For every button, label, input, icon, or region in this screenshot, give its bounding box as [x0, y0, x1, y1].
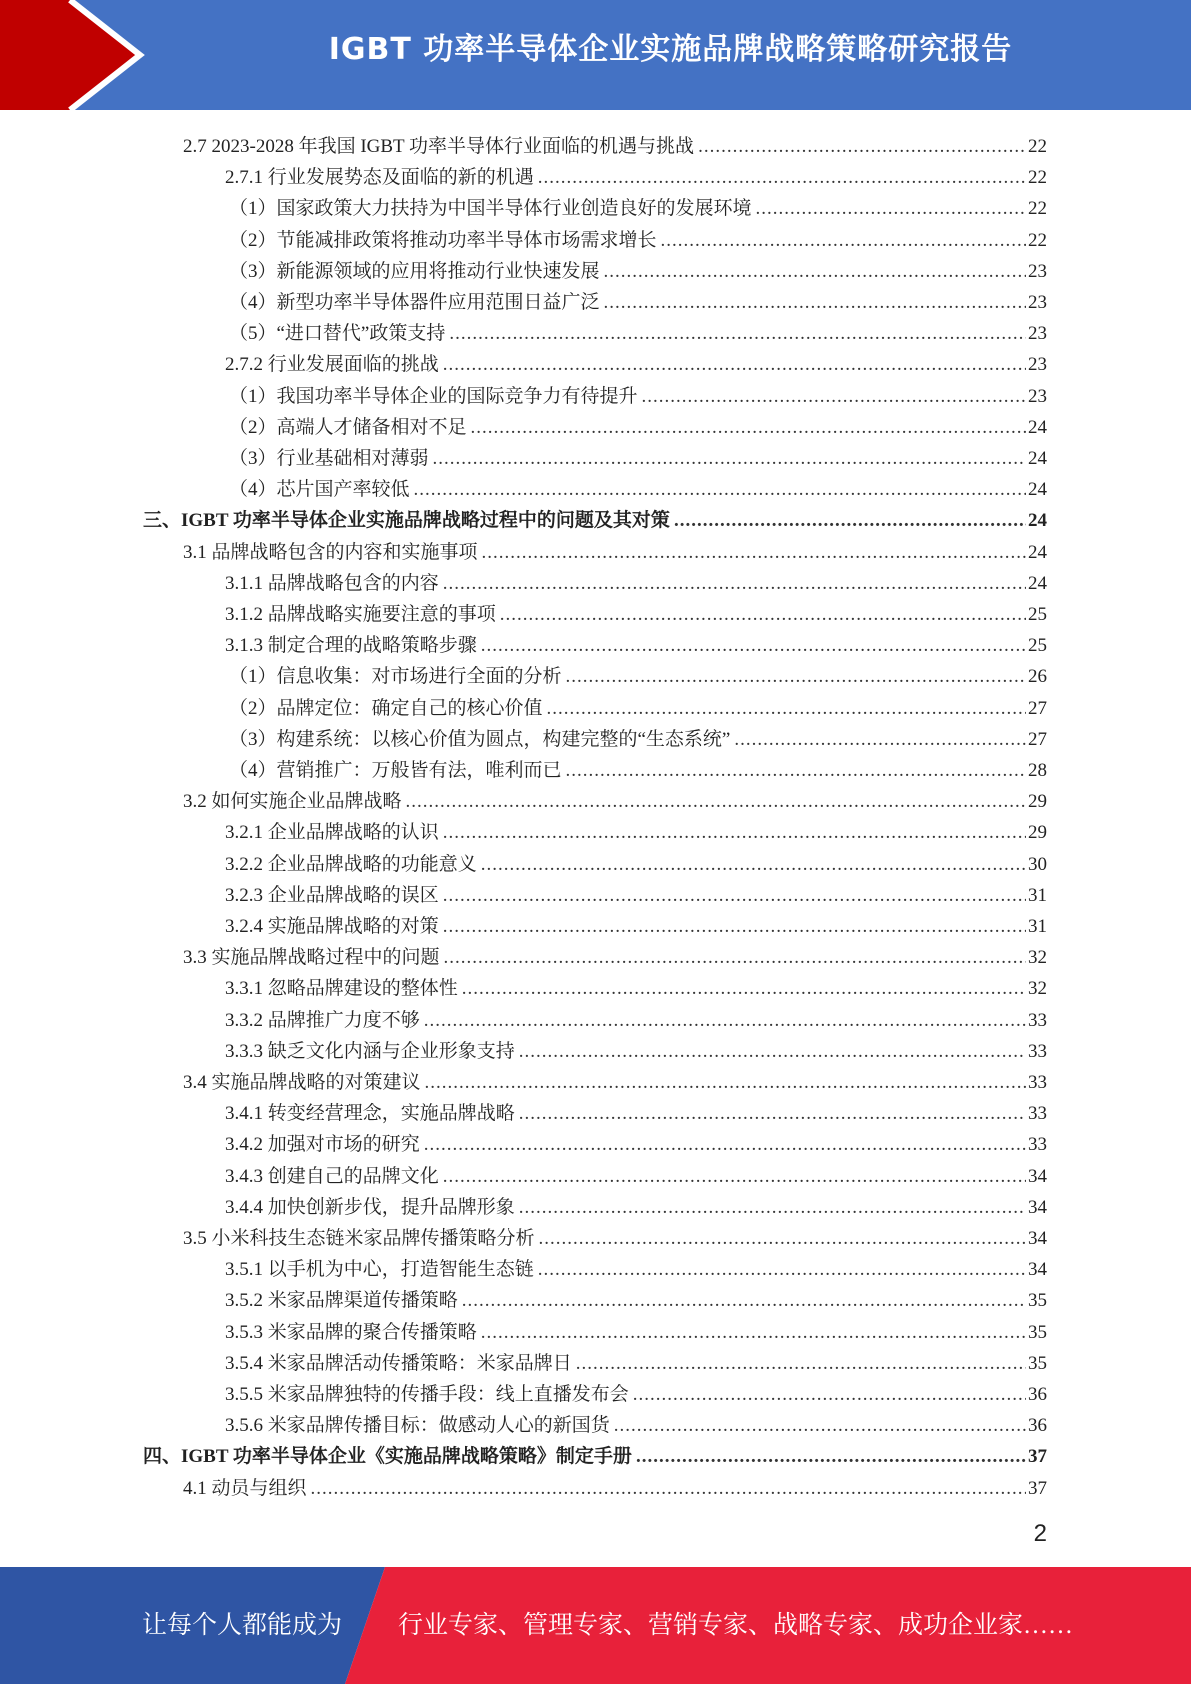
toc-entry[interactable]: [225, 1375, 1047, 1406]
toc-entry[interactable]: [225, 907, 1047, 938]
toc-entry[interactable]: [229, 657, 1047, 688]
toc-entry-label: 2.7.1 行业发展势态及面临的新的机遇: [225, 167, 534, 189]
toc-dot-leader: [566, 666, 1026, 688]
page-header: [0, 0, 1191, 110]
toc-entry-label: 3.1.2 品牌战略实施要注意的事项: [225, 604, 496, 625]
toc-entry-page: 27: [1028, 728, 1047, 750]
toc-entry-page: 36: [1028, 1415, 1047, 1437]
toc-entry-label: （3）构建系统：以核心价值为圆点，构建完整的“生态系统”: [229, 728, 731, 750]
toc-entry-label: （1）我国功率半导体企业的国际竞争力有待提升: [229, 385, 638, 407]
toc-entry-label: （3）行业基础相对薄弱: [229, 448, 429, 469]
toc-entry-label: 3.4.3 创建自己的品牌文化: [225, 1165, 439, 1187]
toc-dot-leader: [311, 1478, 1026, 1500]
toc-entry-label: （4）新型功率半导体器件应用范围日益广泛: [229, 292, 600, 313]
toc-entry-label: 3.3 实施品牌战略过程中的问题: [183, 947, 440, 969]
toc-entry-label: 3.4 实施品牌战略的对策建议: [183, 1072, 421, 1093]
toc-entry[interactable]: [229, 689, 1047, 720]
toc-entry[interactable]: [225, 1094, 1047, 1125]
toc-entry-label: 3.3.3 缺乏文化内涵与企业形象支持: [225, 1040, 515, 1062]
toc-entry-page: 33: [1028, 1103, 1047, 1125]
toc-entry-page: 22: [1028, 229, 1047, 251]
toc-dot-leader: [481, 635, 1026, 657]
toc-entry[interactable]: [229, 470, 1047, 501]
toc-entry-page: 36: [1028, 1384, 1047, 1405]
toc-dot-leader: [614, 1415, 1026, 1437]
toc-entry-page: 31: [1028, 884, 1047, 906]
toc-entry[interactable]: [229, 314, 1047, 345]
toc-dot-leader: [443, 354, 1026, 376]
toc-entry-label: 3.5.1 以手机为中心，打造智能生态链: [225, 1259, 534, 1281]
toc-entry-label: （3）新能源领域的应用将推动行业快速发展: [229, 260, 600, 282]
toc-entry-label: 3.5.5 米家品牌独特的传播手段：线上直播发布会: [225, 1384, 629, 1405]
toc-dot-leader: [482, 542, 1026, 564]
toc-entry-label: 3.4.4 加快创新步伐，提升品牌形象: [225, 1196, 515, 1218]
toc-entry-label: （4）营销推广：万般皆有法，唯利而已: [229, 760, 562, 781]
toc-dot-leader: [414, 479, 1026, 501]
toc-entry[interactable]: [225, 1406, 1047, 1437]
toc-entry-label: 3.5.3 米家品牌的聚合传播策略: [225, 1321, 477, 1343]
toc-entry[interactable]: [225, 1313, 1047, 1344]
toc-entry[interactable]: [229, 221, 1047, 252]
toc-dot-leader: [547, 698, 1026, 720]
toc-entry-label: 3.2.1 企业品牌战略的认识: [225, 822, 439, 844]
toc-entry-page: 22: [1028, 136, 1047, 157]
toc-dot-leader: [604, 261, 1026, 283]
toc-entry[interactable]: [225, 876, 1047, 907]
toc-dot-leader: [519, 1197, 1026, 1219]
toc-entry[interactable]: [183, 782, 1047, 813]
toc-entry[interactable]: [183, 533, 1047, 564]
toc-entry-page: 27: [1028, 697, 1047, 719]
toc-entry-page: 29: [1028, 791, 1047, 813]
toc-entry[interactable]: [225, 1157, 1047, 1188]
toc-entry[interactable]: [183, 1063, 1047, 1094]
toc-entry-page: 33: [1028, 1134, 1047, 1156]
toc-entry-page: 31: [1028, 916, 1047, 937]
toc-entry-page: 35: [1028, 1321, 1047, 1343]
toc-entry-page: 29: [1028, 822, 1047, 844]
toc-entry-page: 24: [1028, 510, 1047, 532]
toc-entry-label: 3.4.2 加强对市场的研究: [225, 1134, 420, 1156]
toc-dot-leader: [604, 292, 1026, 314]
toc-entry-page: 34: [1028, 1196, 1047, 1218]
toc-dot-leader: [444, 947, 1026, 969]
toc-dot-leader: [734, 729, 1026, 751]
toc-dot-leader: [698, 136, 1026, 158]
toc-dot-leader: [519, 1041, 1026, 1063]
toc-entry[interactable]: [229, 408, 1047, 439]
page-footer: [0, 1567, 1191, 1684]
toc-entry[interactable]: [225, 158, 1047, 189]
toc-entry[interactable]: [229, 252, 1047, 283]
toc-dot-leader: [462, 1290, 1026, 1312]
toc-entry[interactable]: [229, 377, 1047, 408]
toc-dot-leader: [566, 760, 1026, 782]
toc-entry-label: 四、IGBT 功率半导体企业《实施品牌战略策略》制定手册: [143, 1446, 632, 1468]
toc-entry-label: （2）高端人才储备相对不足: [229, 416, 467, 438]
toc-dot-leader: [538, 1259, 1026, 1281]
toc-entry[interactable]: [225, 1001, 1047, 1032]
toc-entry-label: 3.2.2 企业品牌战略的功能意义: [225, 853, 477, 875]
toc-entry-label: 3.2 如何实施企业品牌战略: [183, 791, 402, 813]
toc-entry-label: 3.3.2 品牌推广力度不够: [225, 1009, 420, 1031]
toc-entry[interactable]: [225, 813, 1047, 844]
toc-entry-label: 3.1.3 制定合理的战略策略步骤: [225, 635, 477, 657]
toc-dot-leader: [443, 1166, 1026, 1188]
toc-dot-leader: [576, 1353, 1026, 1375]
toc-dot-leader: [661, 230, 1026, 252]
toc-entry[interactable]: [143, 1437, 1047, 1468]
toc-entry-label: 3.5.2 米家品牌渠道传播策略: [225, 1290, 458, 1312]
toc-dot-leader: [538, 167, 1026, 189]
toc-entry-label: 3.2.3 企业品牌战略的误区: [225, 884, 439, 906]
toc-entry[interactable]: [229, 283, 1047, 314]
toc-entry-label: 3.1 品牌战略包含的内容和实施事项: [183, 541, 478, 563]
toc-entry-label: 3.4.1 转变经营理念，实施品牌战略: [225, 1103, 515, 1125]
toc-entry[interactable]: [225, 1250, 1047, 1281]
toc-entry-label: 3.1.1 品牌战略包含的内容: [225, 572, 439, 594]
toc-entry[interactable]: [225, 595, 1047, 626]
toc-entry-page: 23: [1028, 260, 1047, 282]
toc-dot-leader: [674, 510, 1026, 532]
toc-entry-label: （2）节能减排政策将推动功率半导体市场需求增长: [229, 229, 657, 251]
toc-entry-page: 32: [1028, 978, 1047, 1000]
toc-entry-label: 3.5.4 米家品牌活动传播策略：米家品牌日: [225, 1352, 572, 1374]
toc-entry-label: 3.5.6 米家品牌传播目标：做感动人心的新国货: [225, 1415, 610, 1437]
toc-entry-page: 35: [1028, 1352, 1047, 1374]
header-chevron-decoration: [0, 0, 160, 110]
toc-entry-page: 37: [1028, 1477, 1047, 1499]
toc-dot-leader: [481, 854, 1026, 876]
toc-dot-leader: [443, 573, 1026, 595]
toc-entry[interactable]: [183, 1469, 1047, 1500]
toc-entry-page: 28: [1028, 760, 1047, 781]
toc-entry-page: 34: [1028, 1165, 1047, 1187]
toc-dot-leader: [539, 1228, 1026, 1250]
toc-entry[interactable]: [225, 345, 1047, 376]
toc-dot-leader: [424, 1010, 1026, 1032]
toc-entry-page: 33: [1028, 1009, 1047, 1031]
toc-entry-page: 23: [1028, 323, 1047, 345]
toc-entry-page: 23: [1028, 292, 1047, 313]
toc-entry[interactable]: [229, 720, 1047, 751]
page-number: 2: [1033, 1520, 1047, 1547]
toc-dot-leader: [425, 1072, 1026, 1094]
toc-entry-label: 2.7.2 行业发展面临的挑战: [225, 354, 439, 376]
footer-slogan-left: 让每个人都能成为: [142, 1612, 343, 1639]
toc-dot-leader: [642, 386, 1026, 408]
toc-entry-label: 4.1 动员与组织: [183, 1477, 307, 1499]
toc-entry[interactable]: [183, 938, 1047, 969]
toc-entry-page: 26: [1028, 666, 1047, 688]
toc-entry[interactable]: [225, 626, 1047, 657]
toc-entry[interactable]: [183, 127, 1047, 158]
toc-entry-label: （1）国家政策大力扶持为中国半导体行业创造良好的发展环境: [229, 198, 752, 220]
toc-dot-leader: [519, 1103, 1026, 1125]
toc-dot-leader: [500, 604, 1026, 626]
toc-entry-page: 34: [1028, 1259, 1047, 1281]
toc-entry[interactable]: [143, 501, 1047, 532]
toc-dot-leader: [471, 417, 1026, 439]
toc-entry[interactable]: [225, 1125, 1047, 1156]
toc-entry-label: （4）芯片国产率较低: [229, 479, 410, 501]
toc-dot-leader: [406, 791, 1026, 813]
toc-entry-page: 32: [1028, 947, 1047, 969]
toc-entry-page: 34: [1028, 1228, 1047, 1249]
toc-entry-page: 30: [1028, 853, 1047, 875]
toc-entry-page: 25: [1028, 635, 1047, 657]
toc-entry-label: （2）品牌定位：确定自己的核心价值: [229, 697, 543, 719]
toc-entry[interactable]: [225, 1344, 1047, 1375]
toc-entry[interactable]: [225, 969, 1047, 1000]
footer-slogan-right: 行业专家、管理专家、营销专家、战略专家、成功企业家……: [398, 1612, 1074, 1639]
toc-entry-page: 24: [1028, 541, 1047, 563]
toc-entry[interactable]: [225, 1188, 1047, 1219]
toc-dot-leader: [433, 448, 1026, 470]
toc-entry-page: 22: [1028, 198, 1047, 220]
toc-entry-label: 3.2.4 实施品牌战略的对策: [225, 916, 439, 937]
toc-entry[interactable]: [229, 439, 1047, 470]
toc-entry-label: 3.5 小米科技生态链米家品牌传播策略分析: [183, 1228, 535, 1249]
toc-entry-page: 24: [1028, 416, 1047, 438]
toc-entry[interactable]: [225, 1281, 1047, 1312]
toc-entry[interactable]: [225, 845, 1047, 876]
toc-entry-label: （5）“进口替代”政策支持: [229, 323, 446, 345]
toc-entry-page: 33: [1028, 1072, 1047, 1093]
toc-entry[interactable]: [183, 1219, 1047, 1250]
toc-dot-leader: [443, 885, 1026, 907]
toc-entry-page: 22: [1028, 167, 1047, 189]
toc-dot-leader: [636, 1446, 1026, 1468]
toc-entry[interactable]: [229, 751, 1047, 782]
toc-entry-page: 23: [1028, 354, 1047, 376]
toc-entry-page: 24: [1028, 479, 1047, 501]
toc-entry-page: 37: [1028, 1446, 1047, 1468]
toc-entry-page: 35: [1028, 1290, 1047, 1312]
toc-entry-page: 24: [1028, 448, 1047, 469]
toc-dot-leader: [443, 916, 1026, 938]
toc-dot-leader: [633, 1384, 1026, 1406]
toc-dot-leader: [449, 323, 1026, 345]
toc-entry[interactable]: [225, 1032, 1047, 1063]
toc-entry-page: 25: [1028, 604, 1047, 625]
toc-entry-page: 33: [1028, 1040, 1047, 1062]
toc-dot-leader: [462, 978, 1026, 1000]
toc-entry-page: 23: [1028, 385, 1047, 407]
toc-entry[interactable]: [225, 564, 1047, 595]
toc-entry-label: （1）信息收集：对市场进行全面的分析: [229, 666, 562, 688]
toc-entry-label: 3.3.1 忽略品牌建设的整体性: [225, 978, 458, 1000]
toc-dot-leader: [424, 1134, 1026, 1156]
toc-dot-leader: [443, 822, 1026, 844]
toc-dot-leader: [481, 1322, 1026, 1344]
toc-entry-label: 2.7 2023-2028 年我国 IGBT 功率半导体行业面临的机遇与挑战: [183, 136, 695, 157]
toc-entry-page: 24: [1028, 572, 1047, 594]
toc-dot-leader: [756, 198, 1026, 220]
toc-entry[interactable]: [229, 189, 1047, 220]
toc-entry-label: 三、IGBT 功率半导体企业实施品牌战略过程中的问题及其对策: [143, 510, 670, 532]
report-title: IGBT 功率半导体企业实施品牌战略策略研究报告: [328, 32, 1013, 67]
